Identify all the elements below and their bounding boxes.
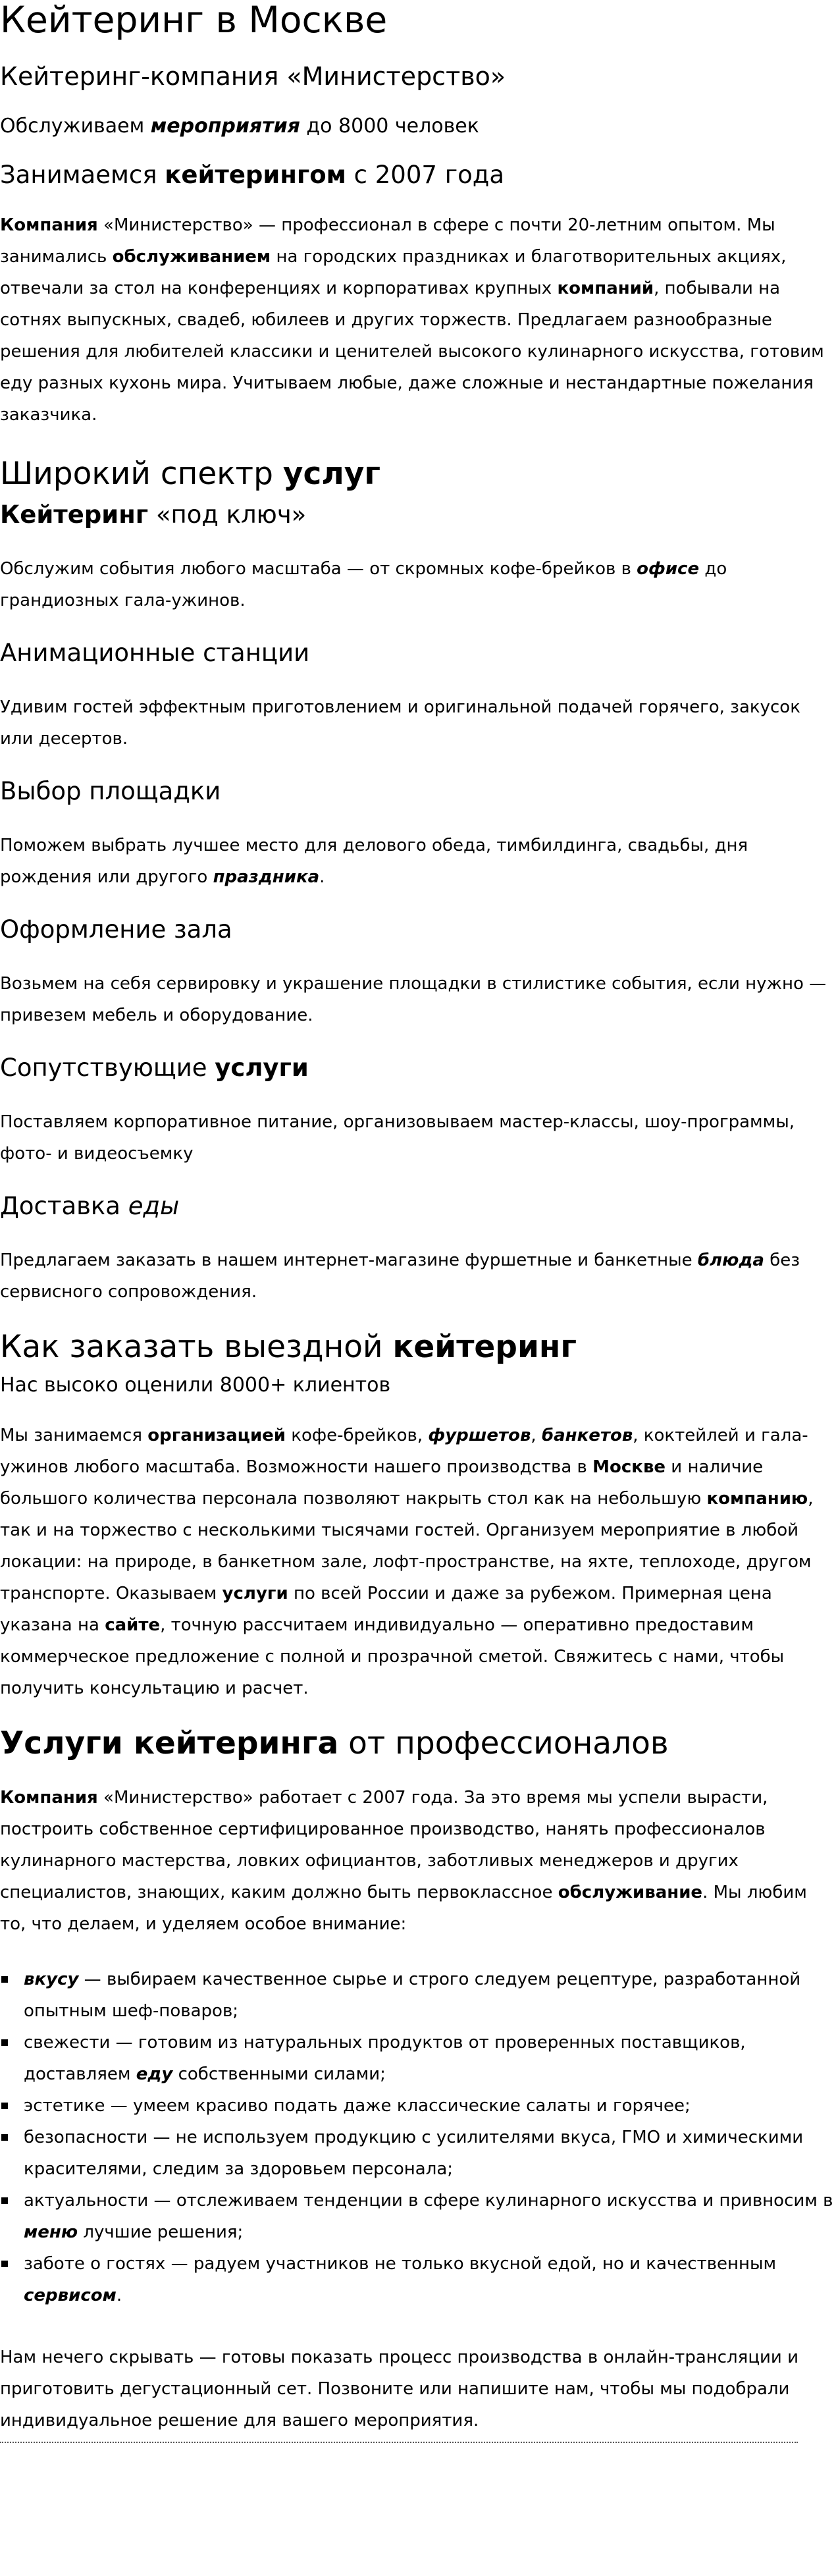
rating-line: Нас высоко оценили 8000+ клиентов [0, 1374, 391, 1397]
service-turnkey [0, 499, 836, 616]
page-title: Кейтеринг в Москве [0, 0, 388, 41]
order-heading: Как заказать выездной кейтеринг [0, 1329, 577, 1365]
list-item: свежести — готовим из натуральных продуктов от проверенных поставщиков, доставляем еду собственными силами; [24, 2027, 836, 2090]
service-text: Обслужим события любого масштаба — от скромных кофе-брейков в офисе до грандиозных гала-ужинов. [0, 559, 727, 610]
service-venue [0, 776, 836, 893]
service-title: Доставка еды [0, 1192, 180, 1220]
pro-paragraph: Компания «Министерство» работает с 2007 года. За это время мы успели вырасти, построить собственное сертифицированное производство, нанять профессионалов кулинарного мастерства, ловких официантов, заботливых менеджеров и других специалистов, знающих, каким должно быть первоклассное обслуживание. Мы любим то, что делаем, и уделяем особое внимание: [0, 1788, 807, 1934]
order-paragraph: Мы занимаемся организацией кофе-брейков, фуршетов, банкетов, коктейлей и гала-ужинов любого масштаба. Возможности нашего производства в Москве и наличие большого количества персонала позволяют накрыть стол как на небольшую компанию, так и на торжество с несколькими тысячами гостей. Организуем мероприятие в любой локации: на природе, в банкетном зале, лофт-пространстве, на яхте, теплоходе, другом транспорте. Оказываем услуги по всей России и даже за рубежом. Примерная цена указана на сайте, точную рассчитаем индивидуально — оперативно предоставим коммерческое предложение с полной и прозрачной сметой. Свяжитесь с нами, чтобы получить консультацию и расчет. [0, 1426, 814, 1698]
service-title: Выбор площадки [0, 777, 221, 805]
intro-paragraph: Компания «Министерство» — профессионал в сфере с почти 20-летним опытом. Мы занимались обслуживанием на городских праздниках и благотворительных акциях, отвечали за стол на конференциях и корпоративах крупных компаний, побывали на сотнях выпускных, свадеб, юбилеев и других торжеств. Предлагаем разнообразные решения для любителей классики и ценителей высокого кулинарного искусства, готовим еду разных кухонь мира. Учитываем любые, даже сложные и нестандартные пожелания заказчика. [0, 215, 824, 425]
service-title: Оформление зала [0, 915, 232, 944]
closing-paragraph: Нам нечего скрывать — готовы показать процесс производства в онлайн-трансляции и приготовить дегустационный сет. Позвоните или напишите нам, чтобы мы подобрали индивидуальное решение для вашего мероприятия. [0, 2348, 798, 2430]
list-item: заботе о гостях — радуем участников не только вкусной едой, но и качественным сервисом. [24, 2248, 836, 2311]
service-title: Кейтеринг «под ключ» [0, 500, 307, 529]
service-text: Удивим гостей эффектным приготовлением и оригинальной подачей горячего, закусок или десертов. [0, 697, 800, 749]
since-heading: Занимаемся кейтерингом с 2007 года [0, 161, 505, 189]
service-animation-stations [0, 637, 836, 755]
service-text: Поставляем корпоративное питание, организовываем мастер-классы, шоу-программы, фото- и видеосъемку [0, 1112, 795, 1164]
attention-list [0, 1964, 836, 2311]
service-text: Предлагаем заказать в нашем интернет-магазине фуршетные и банкетные блюда без сервисного сопровождения. [0, 1250, 800, 1302]
list-item: вкусу — выбираем качественное сырье и строго следуем рецептуре, разработанной опытным шеф-поваров; [24, 1964, 836, 2027]
service-text: Возьмем на себя сервировку и украшение площадки в стилистике события, если нужно — привезем мебель и оборудование. [0, 974, 827, 1025]
service-delivery [0, 1191, 836, 1308]
service-decoration [0, 914, 836, 1031]
list-item: безопасности — не используем продукцию с усилителями вкуса, ГМО и химическими красителями, следим за здоровьем персонала; [24, 2122, 836, 2185]
list-item: эстетике — умеем красиво подать даже классические салаты и горячее; [24, 2090, 836, 2122]
services-heading: Широкий спектр услуг [0, 456, 380, 492]
company-heading: Кейтеринг-компания «Министерство» [0, 62, 506, 91]
service-title: Анимационные станции [0, 639, 310, 667]
dotted-divider [0, 2442, 798, 2443]
list-item: актуальности — отслеживаем тенденции в сфере кулинарного искусства и привносим в меню лучшие решения; [24, 2185, 836, 2248]
service-text: Поможем выбрать лучшее место для делового обеда, тимбилдинга, свадьбы, дня рождения или другого праздника. [0, 836, 748, 887]
serve-line: Обслуживаем мероприятия до 8000 человек [0, 115, 479, 138]
service-title: Сопутствующие услуги [0, 1054, 309, 1082]
pro-heading: Услуги кейтеринга от профессионалов [0, 1725, 669, 1761]
service-related [0, 1052, 836, 1169]
